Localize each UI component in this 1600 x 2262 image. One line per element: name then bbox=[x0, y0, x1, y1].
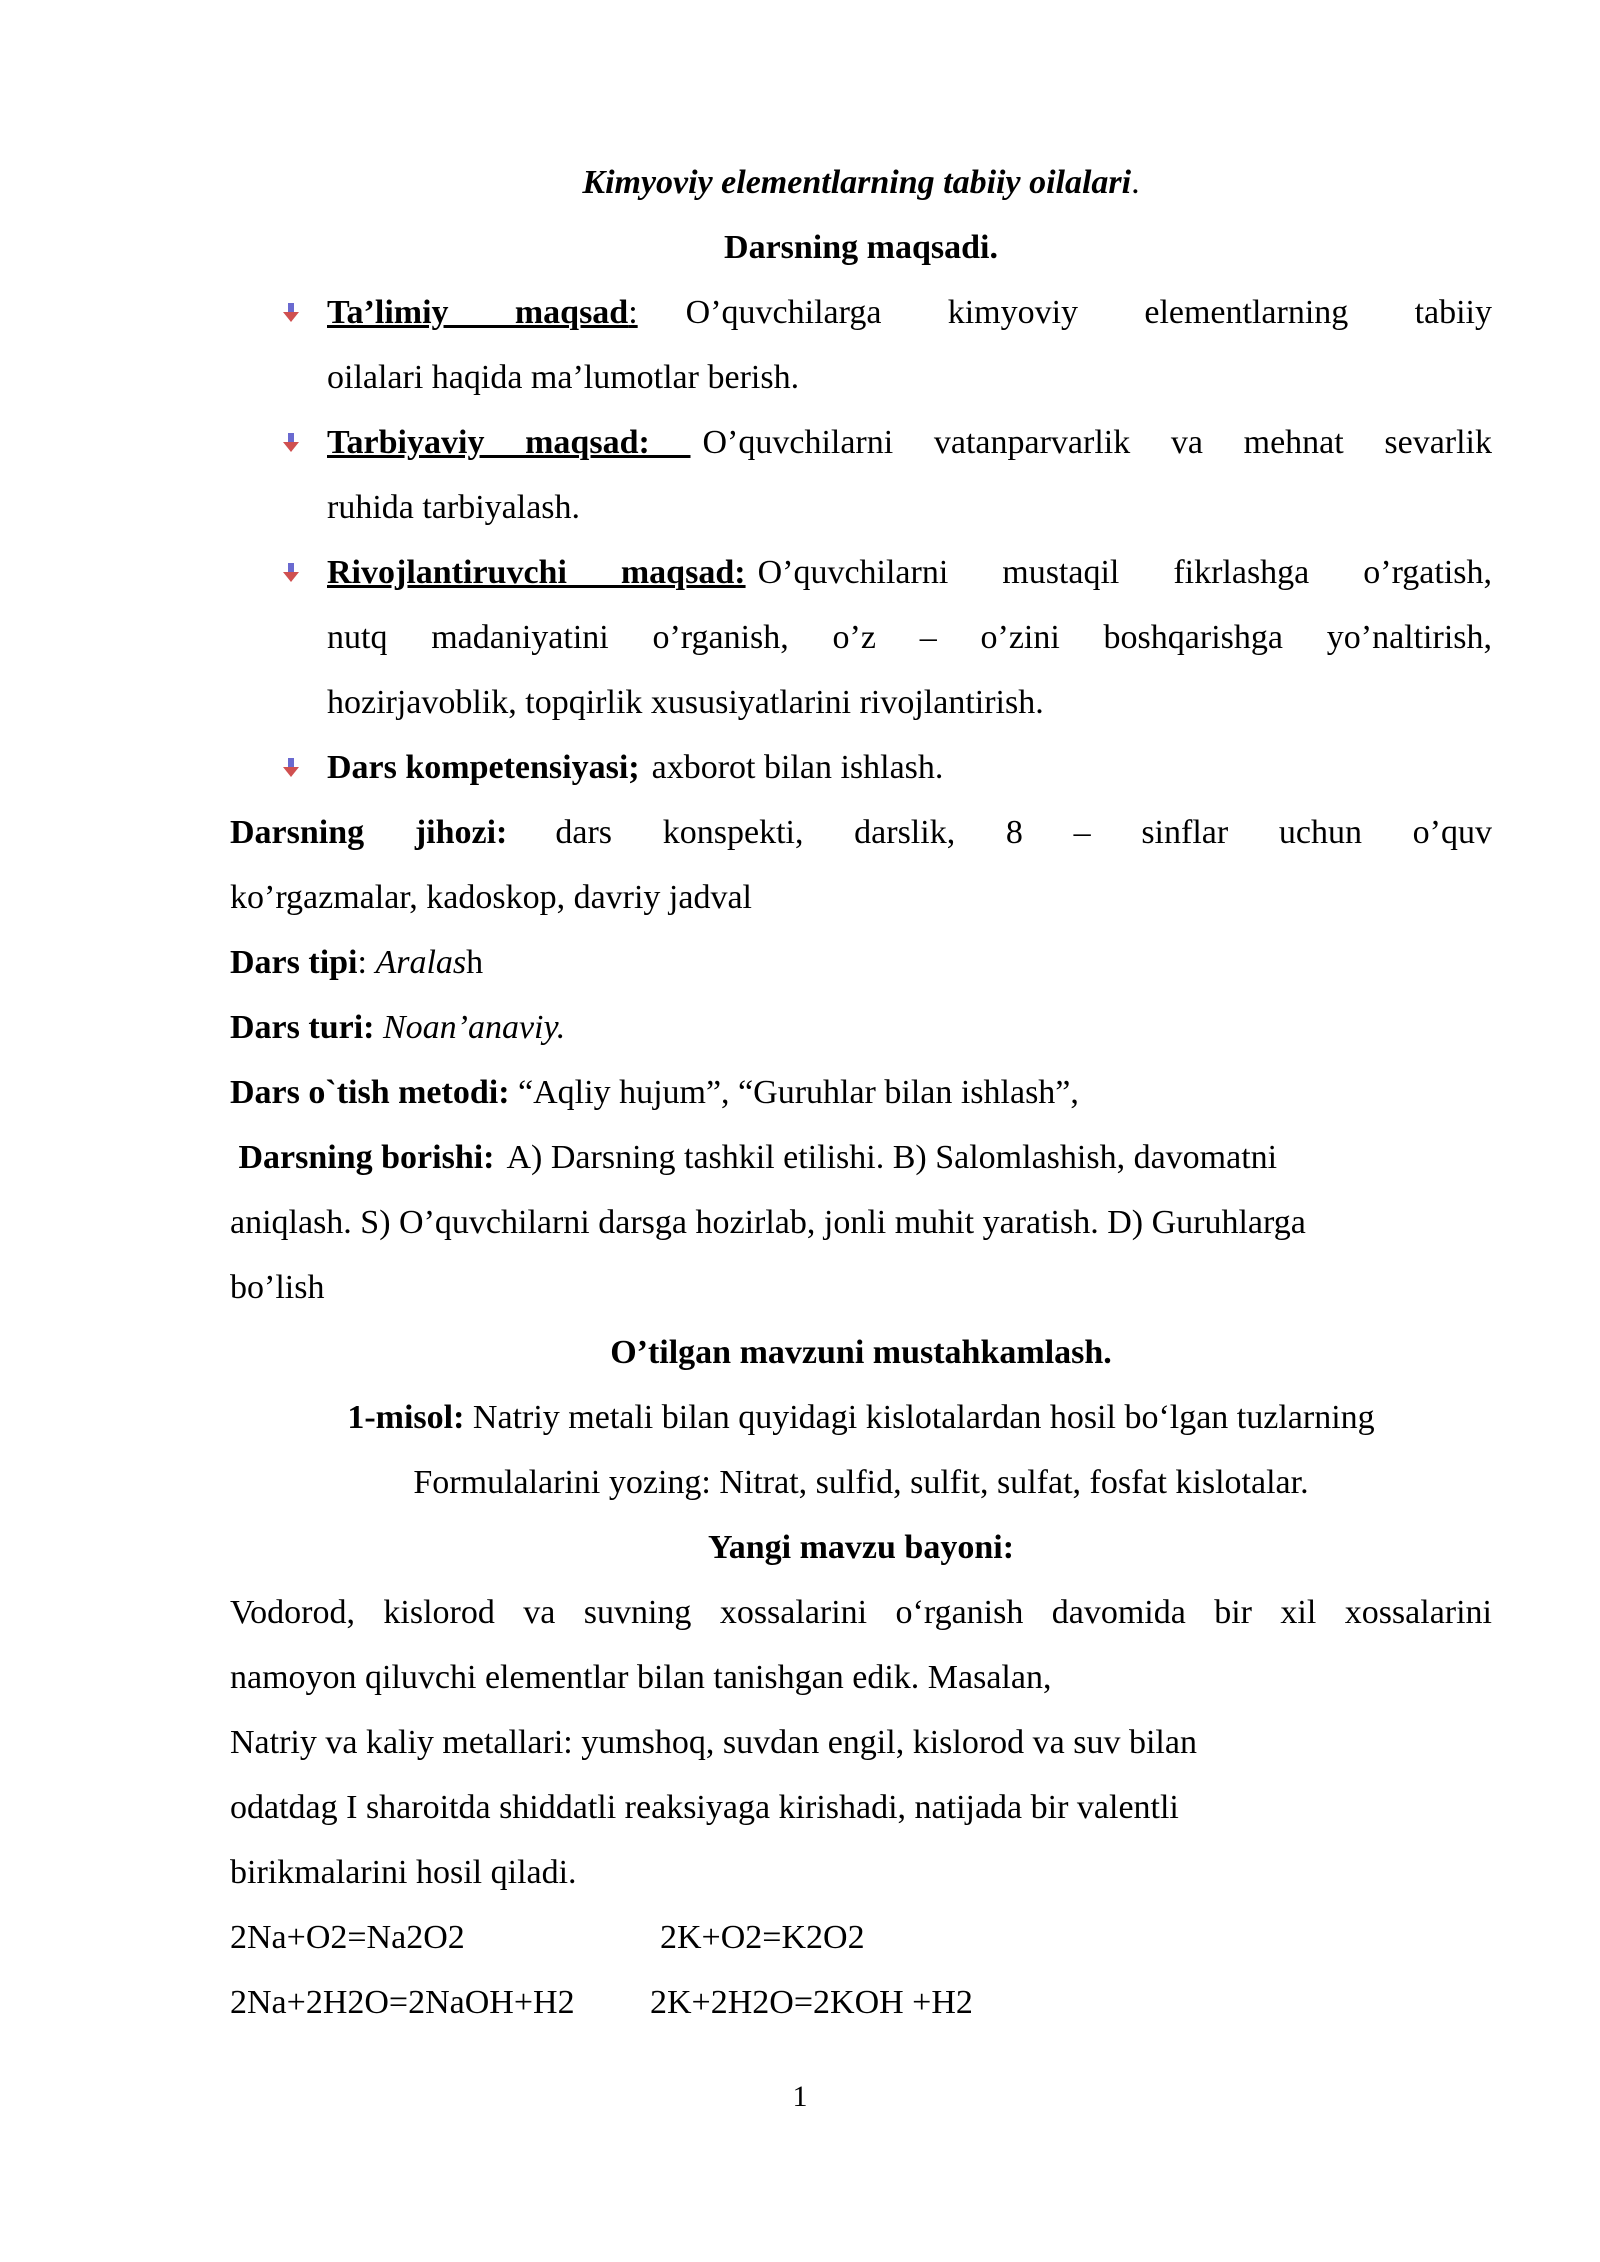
example-1: 1-misol: Natriy metali bilan quyidagi kislotalardan hosil bo‘lgan tuzlarning bbox=[347, 1399, 1375, 1436]
body-paragraph-line: birikmalarini hosil qiladi. bbox=[230, 1854, 577, 1891]
goal-developmental: Rivojlantiruvchi maqsad: O’quvchilarni mustaqil fikrlashga o’rgatish, nutq madaniyatini o’rganish, o’z – o’zini boshqarishga yo’naltirish, hozirjavoblik, topqirlik xususiyatlarini rivojlantirish. bbox=[230, 540, 1492, 735]
lesson-progress-cont2: bo’lish bbox=[230, 1269, 325, 1306]
page-content bbox=[230, 150, 1492, 2035]
body-paragraph-line: Natriy va kaliy metallari: yumshoq, suvdan engil, kislorod va suv bilan bbox=[230, 1724, 1197, 1761]
lesson-kind: Dars turi: Noan’anaviy. bbox=[230, 1009, 566, 1046]
equation-sodium: 2Na+2H2O=2NaOH+H2 bbox=[230, 1984, 575, 2021]
lesson-equipment: Darsning jihozi: dars konspekti, darslik, 8 – sinflar uchun o’quv bbox=[230, 814, 1492, 851]
equation-row bbox=[230, 1970, 1492, 2035]
lesson-type: Dars tipi: Aralash bbox=[230, 944, 484, 981]
equation-potassium: 2K+O2=K2O2 bbox=[660, 1919, 865, 1956]
lesson-method: Dars o`tish metodi: “Aqliy hujum”, “Guruhlar bilan ishlash”, bbox=[230, 1074, 1079, 1111]
goal-competency: Dars kompetensiyasi; axborot bilan ishlash. bbox=[230, 735, 1492, 800]
arrow-down-bullet-icon bbox=[280, 562, 302, 584]
goal-upbringing: Tarbiyaviy maqsad: O’quvchilarni vatanparvarlik va mehnat sevarlik ruhida tarbiyalash. bbox=[230, 410, 1492, 540]
goals-heading: Darsning maqsadi. bbox=[724, 229, 998, 266]
lesson-equipment-cont: ko’rgazmalar, kadoskop, davriy jadval bbox=[230, 879, 753, 916]
body-paragraph-line: namoyon qiluvchi elementlar bilan tanishgan edik. Masalan, bbox=[230, 1659, 1052, 1696]
lesson-progress: Darsning borishi: A) Darsning tashkil etilishi. B) Salomlashish, davomatni bbox=[238, 1139, 1278, 1176]
body-paragraph-line: odatdag I sharoitda shiddatli reaksiyaga kirishadi, natijada bir valentli bbox=[230, 1789, 1179, 1826]
arrow-down-bullet-icon bbox=[280, 302, 302, 324]
arrow-down-bullet-icon bbox=[280, 432, 302, 454]
page-number: 1 bbox=[792, 2080, 808, 2113]
equation-sodium: 2Na+O2=Na2O2 bbox=[230, 1919, 465, 1956]
new-topic-heading: Yangi mavzu bayoni: bbox=[707, 1529, 1015, 1566]
document-title: Kimyoviy elementlarning tabiiy oilalari. bbox=[582, 164, 1140, 201]
review-heading: O’tilgan mavzuni mustahkamlash. bbox=[610, 1334, 1112, 1371]
lesson-progress-cont: aniqlash. S) O’quvchilarni darsga hozirlab, jonli muhit yaratish. D) Guruhlarga bbox=[230, 1204, 1306, 1241]
goal-educational: Ta’limiy maqsad: O’quvchilarga kimyoviy elementlarning tabiiy oilalari haqida ma’lumotlar berish. bbox=[230, 280, 1492, 410]
example-1-cont: Formulalarini yozing: Nitrat, sulfid, sulfit, sulfat, fosfat kislotalar. bbox=[413, 1464, 1309, 1501]
equation-row bbox=[230, 1905, 1492, 1970]
equation-potassium: 2K+2H2O=2KOH +H2 bbox=[650, 1984, 973, 2021]
body-paragraph-line: Vodorod, kislorod va suvning xossalarini o‘rganish davomida bir xil xossalarini bbox=[230, 1594, 1492, 1631]
arrow-down-bullet-icon bbox=[280, 757, 302, 779]
